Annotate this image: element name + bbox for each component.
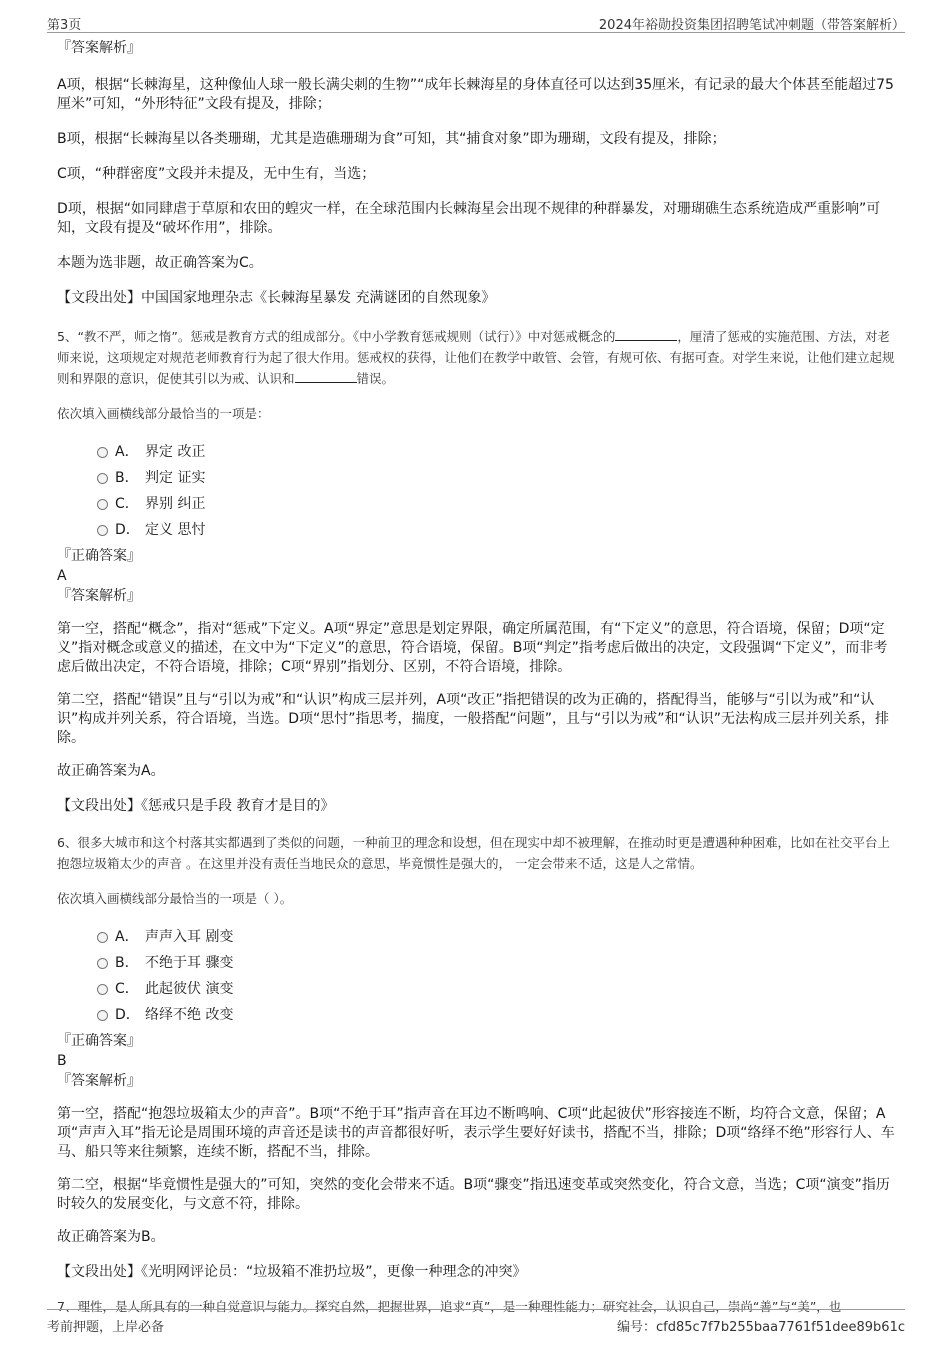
q5-blank-1 <box>615 328 677 341</box>
q5-stem-part3: 错误。 <box>356 371 395 386</box>
q5-stem <box>57 326 897 389</box>
page-footer <box>47 1309 905 1336</box>
q6-option-c[interactable] <box>97 975 897 1001</box>
q4-source: 【文段出处】中国国家地理杂志《长棘海星暴发 充满谜团的自然现象》 <box>57 290 496 306</box>
q6-option-b[interactable] <box>97 949 897 975</box>
footer-slogan: 考前押题，上岸必备 <box>47 1320 165 1335</box>
option-letter: B． <box>115 955 139 971</box>
document-code <box>617 1316 905 1335</box>
q5-blank-2 <box>295 370 357 383</box>
q5-option-d[interactable] <box>97 516 897 542</box>
radio-icon[interactable] <box>97 499 108 510</box>
option-text: 此起彼伏 演变 <box>145 981 234 997</box>
page-header <box>47 10 905 33</box>
q5-analysis-label: 『答案解析』 <box>57 588 141 604</box>
option-text: 界别 纠正 <box>145 496 206 512</box>
page-number: 第3页 <box>47 18 82 33</box>
option-text: 定义 思忖 <box>145 522 206 538</box>
q5-analysis-1: 第一空，搭配“概念”，指对“惩戒”下定义。A项“界定”意思是划定界限，确定所属范围，有“下定义”的意思，符合语境，保留；D项“定义”指对概念或意义的描述，在文中为“下定义”的意思，符合语境，保留。B项“判定”指考虑后做出的决定，文段强调“下定义”，而非考虑后做出决定，不符合语境，排除；C项“界别”指划分、区别，不符合语境，排除。 <box>57 621 888 675</box>
radio-icon[interactable] <box>97 984 108 995</box>
q7-stem: 7、理性，是人所具有的一种自觉意识与能力。探究自然，把握世界，追求“真”，是一种理性能力；研究社会，认识自己，崇尚“善”与“美”，也 <box>57 1299 842 1314</box>
q6-conclusion: 故正确答案为B。 <box>57 1229 165 1245</box>
option-text: 不绝于耳 骤变 <box>145 955 234 971</box>
q5-analysis-2: 第二空，搭配“错误”且与“引以为戒”和“认识”构成三层并列，A项“改正”指把错误的改为正确的，搭配得当，能够与“引以为戒”和“认识”构成并列关系，符合语境，当选。D项“思忖”指思考，揣度，一般搭配“问题”，且与“引以为戒”和“认识”无法构成三层并列关系，排除。 <box>57 692 890 746</box>
code-label: 编号： <box>617 1320 657 1335</box>
option-text: 判定 证实 <box>145 470 206 486</box>
q6-prompt: 依次填入画横线部分最恰当的一项是（ ）。 <box>57 891 293 906</box>
q6-answer: B <box>57 1053 67 1069</box>
option-letter: A． <box>115 444 139 460</box>
radio-icon[interactable] <box>97 525 108 536</box>
q6-option-a[interactable] <box>97 923 897 949</box>
option-letter: B． <box>115 470 139 486</box>
q5-correct-label: 『正确答案』 <box>57 548 141 564</box>
q5-option-c[interactable] <box>97 490 897 516</box>
option-letter: D． <box>115 1007 140 1023</box>
q4-analysis-b: B项，根据“长棘海星以各类珊瑚，尤其是造礁珊瑚为食”可知，其“捕食对象”即为珊瑚，文段有提及，排除； <box>57 131 726 147</box>
q6-analysis-label: 『答案解析』 <box>57 1073 141 1089</box>
q5-prompt: 依次填入画横线部分最恰当的一项是： <box>57 406 270 421</box>
radio-icon[interactable] <box>97 1010 108 1021</box>
q6-correct-label: 『正确答案』 <box>57 1033 141 1049</box>
option-text: 界定 改正 <box>145 444 206 460</box>
q6-stem: 6、很多大城市和这个村落其实都遇到了类似的问题，一种前卫的理念和设想，但在现实中却不被理解，在推动时更是遭遇种种困难，比如在社交平台上抱怨垃圾箱太少的声音 。在这里并没有责任当地民众的意思，毕竟惯性是强大的， 一定会带来不适，这是人之常情。 <box>57 835 890 871</box>
q5-answer: A <box>57 568 67 584</box>
document-title: 2024年裕勋投资集团招聘笔试冲刺题（带答案解析） <box>598 18 905 33</box>
option-letter: C． <box>115 496 139 512</box>
option-text: 络绎不绝 改变 <box>145 1007 234 1023</box>
q5-stem-part1: 5、“教不严，师之惰”。惩戒是教育方式的组成部分。《中小学教育惩戒规则（试行）》中对惩戒概念的 <box>57 329 616 344</box>
q6-source: 【文段出处】《光明网评论员：“垃圾箱不准扔垃圾”，更像一种理念的冲突》 <box>57 1264 527 1280</box>
page-content <box>57 38 897 1317</box>
radio-icon[interactable] <box>97 473 108 484</box>
q4-analysis-a: A项，根据“长棘海星，这种像仙人球一般长满尖刺的生物”“成年长棘海星的身体直径可以达到35厘米，有记录的最大个体甚至能超过75厘米”可知，“外形特征”文段有提及，排除； <box>57 77 894 112</box>
code-value: cfd85c7f7b255baa7761f51dee89b61c <box>656 1320 905 1335</box>
q4-analysis-d: D项，根据“如同肆虐于草原和农田的蝗灾一样，在全球范围内长棘海星会出现不规律的种群暴发，对珊瑚礁生态系统造成严重影响”可知，文段有提及“破坏作用”，排除。 <box>57 201 881 236</box>
option-letter: A． <box>115 929 139 945</box>
q5-conclusion: 故正确答案为A。 <box>57 763 165 779</box>
q4-analysis-label: 『答案解析』 <box>57 40 141 56</box>
radio-icon[interactable] <box>97 958 108 969</box>
q5-option-a[interactable] <box>97 438 897 464</box>
radio-icon[interactable] <box>97 447 108 458</box>
q6-option-d[interactable] <box>97 1001 897 1027</box>
q5-stem-part2: ，厘清了惩戒的实施范围、方法，对老师来说，这项规定对规范老师教育行为起了很大作用。惩戒权的获得，让他们在教学中敢管、会管，有规可依、有据可查。对学生来说，让他们建立起规则和界限的意识，促使其引以为戒、认识和 <box>57 329 895 386</box>
q5-option-b[interactable] <box>97 464 897 490</box>
option-letter: C． <box>115 981 139 997</box>
q6-analysis-2: 第二空，根据“毕竟惯性是强大的”可知，突然的变化会带来不适。B项“骤变”指迅速变革或突然变化，符合文意，当选；C项“演变”指历时较久的发展变化，与文意不符，排除。 <box>57 1177 890 1212</box>
option-text: 声声入耳 剧变 <box>145 929 234 945</box>
option-letter: D． <box>115 522 140 538</box>
q4-analysis-c: C项，“种群密度”文段并未提及，无中生有，当选； <box>57 166 376 182</box>
radio-icon[interactable] <box>97 932 108 943</box>
q5-source: 【文段出处】《惩戒只是手段 教育才是目的》 <box>57 798 335 814</box>
q4-conclusion: 本题为选非题，故正确答案为C。 <box>57 255 263 271</box>
q6-analysis-1: 第一空，搭配“抱怨垃圾箱太少的声音”。B项“不绝于耳”指声音在耳边不断鸣响、C项“此起彼伏”形容接连不断，均符合文意，保留；A项“声声入耳”指无论是周围环境的声音还是读书的声音都很好听，表示学生要好好读书，搭配不当，排除；D项“络绎不绝”形容行人、车马、船只等来往频繁，连续不断，搭配不当，排除。 <box>57 1106 895 1160</box>
